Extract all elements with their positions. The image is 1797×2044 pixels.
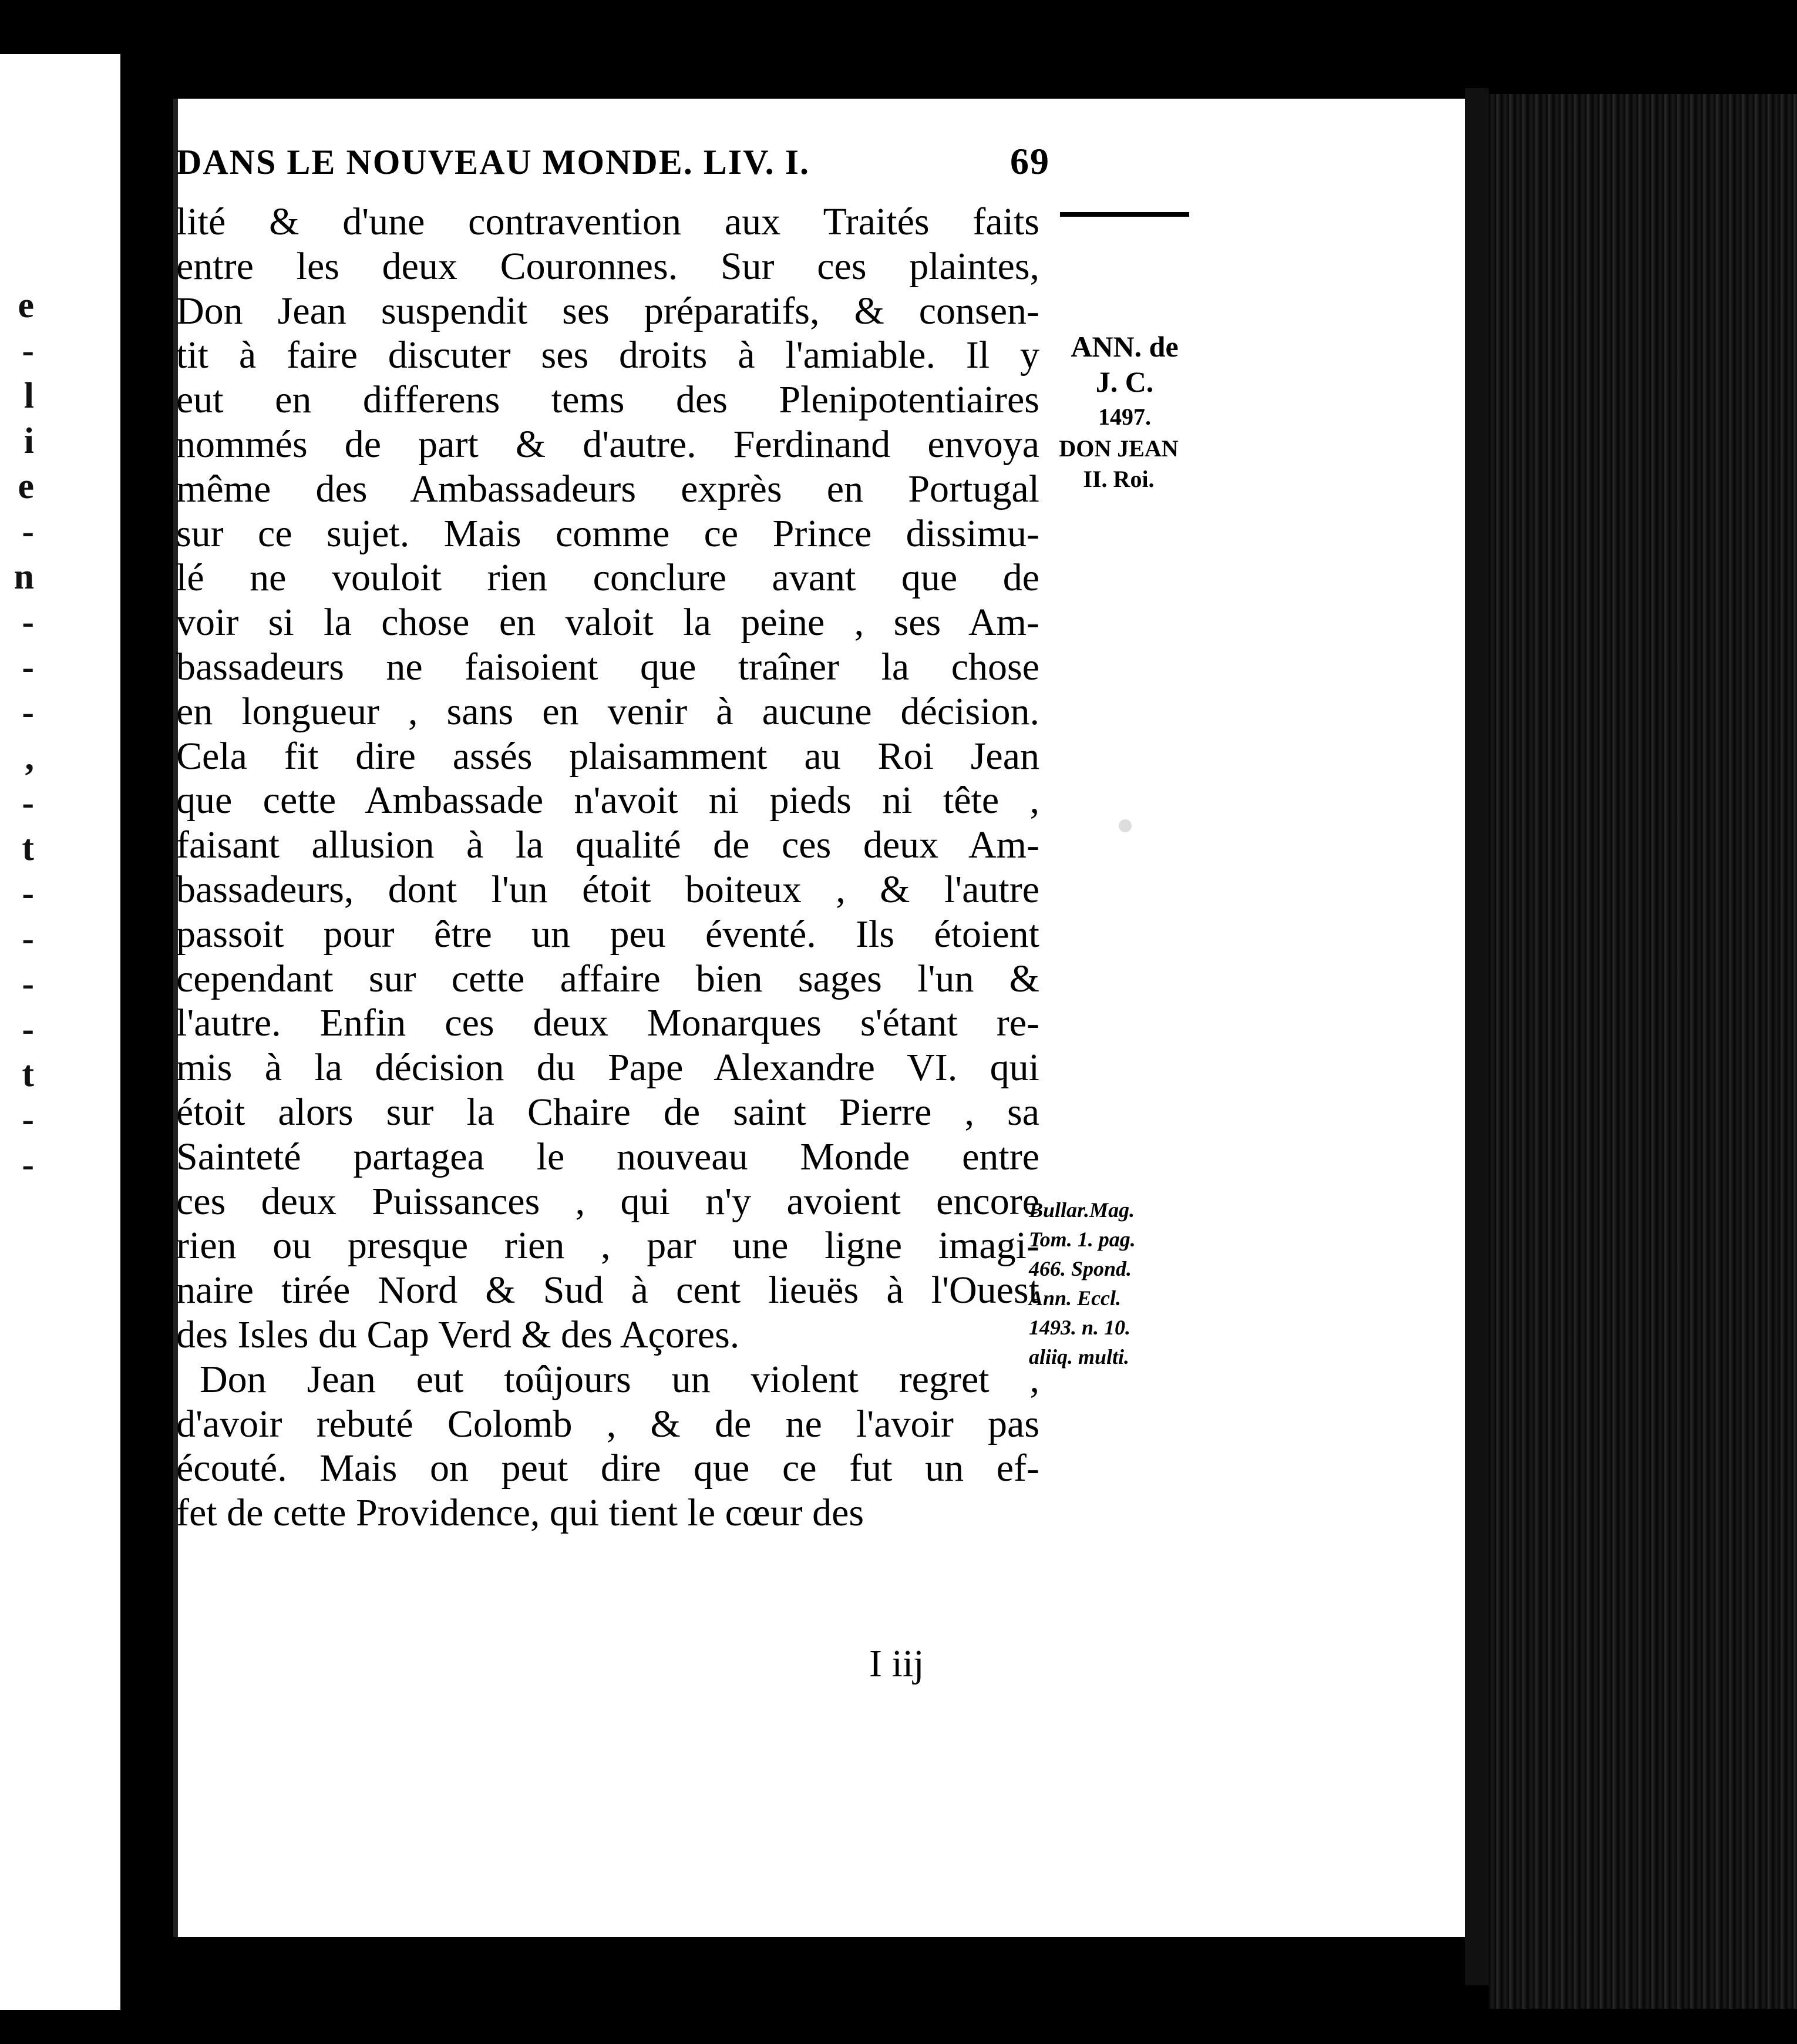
fragment-char: -	[22, 1100, 34, 1139]
margin-year-line: 1497.	[1098, 404, 1151, 430]
fragment-char: -	[22, 1145, 34, 1185]
text-line: écouté. Mais on peut dire que ce fut un ef-	[176, 1447, 1039, 1490]
margin-king-line: II. Roi.	[1083, 466, 1155, 492]
text-line: des Isles du Cap Verd & des Açores.	[176, 1313, 740, 1356]
running-header	[176, 142, 1057, 183]
margin-king-line: DON JEAN	[1059, 435, 1179, 462]
text-line: d'avoir rebuté Colomb , & de ne l'avoir pas	[176, 1402, 1039, 1445]
fragment-char: -	[22, 692, 34, 732]
fragment-char: n	[14, 557, 34, 597]
margin-note-year	[1051, 329, 1198, 435]
reference-line: Tom. 1. pag.	[1029, 1228, 1136, 1251]
text-line: ces deux Puissances , qui n'y avoient encore	[176, 1179, 1039, 1223]
fragment-char: l	[23, 376, 34, 416]
fragment-char: t	[22, 1054, 34, 1094]
page-edge-shadow	[1465, 88, 1489, 1985]
fragment-char: e	[18, 285, 34, 325]
margin-note-reference	[1029, 1195, 1182, 1371]
reference-line: 466. Spond.	[1029, 1257, 1132, 1280]
fragment-char: -	[22, 783, 34, 823]
text-line: Don Jean eut toûjours un violent regret ,	[200, 1357, 1039, 1401]
text-line: Don Jean suspendit ses préparatifs, & consen-	[176, 289, 1039, 332]
margin-year-line: ANN. de	[1071, 330, 1179, 363]
fragment-char: -	[22, 331, 34, 371]
text-line: voir si la chose en valoit la peine , ses Am-	[176, 601, 1039, 644]
fragment-char: -	[22, 873, 34, 913]
margin-year-line: J. C.	[1095, 365, 1154, 398]
margin-rule	[1060, 212, 1189, 217]
text-line: lé ne vouloit rien conclure avant que de	[176, 556, 1039, 600]
fragment-char: i	[23, 421, 34, 461]
text-line: Cela fit dire assés plaisamment au Roi Jean	[176, 734, 1039, 778]
text-line: l'autre. Enfin ces deux Monarques s'étant re-	[176, 1001, 1039, 1045]
facing-page-fragments	[0, 283, 35, 1188]
text-line: naire tirée Nord & Sud à cent lieuës à l'Ouest	[176, 1269, 1039, 1312]
text-line: rien ou presque rien , par une ligne imagi-	[176, 1224, 1039, 1268]
reference-line: aliiq. multi.	[1029, 1345, 1130, 1369]
fragment-char: ,	[25, 738, 34, 778]
fragment-char: -	[22, 1009, 34, 1049]
fragment-char: e	[18, 466, 34, 506]
fragment-char: -	[22, 602, 34, 642]
text-line: Sainteté partagea le nouveau Monde entre	[176, 1135, 1039, 1178]
text-line: tit à faire discuter ses droits à l'amiable. Il y	[176, 334, 1039, 377]
paper-stain	[1119, 819, 1132, 832]
text-line: sur ce sujet. Mais comme ce Prince dissimu-	[176, 512, 1039, 555]
text-line: faisant allusion à la qualité de ces deux Am-	[176, 823, 1039, 867]
text-line: eut en differens tems des Plenipotentiaires	[176, 378, 1039, 422]
text-line: nommés de part & d'autre. Ferdinand envoya	[176, 422, 1039, 466]
text-line: mis à la décision du Pape Alexandre VI. qui	[176, 1046, 1039, 1090]
text-line: que cette Ambassade n'avoit ni pieds ni tête ,	[176, 779, 1039, 822]
margin-note-king	[1045, 433, 1192, 495]
text-line: bassadeurs, dont l'un étoit boiteux , & l'autre	[176, 868, 1039, 911]
book-edge-right	[1489, 94, 1797, 2009]
text-line: entre les deux Couronnes. Sur ces plaintes,	[176, 244, 1039, 288]
reference-line: Bullar.Mag.	[1029, 1198, 1135, 1222]
fragment-char: t	[22, 828, 34, 868]
text-line: en longueur , sans en venir à aucune décision.	[176, 690, 1039, 733]
body-text	[176, 200, 1039, 1535]
fragment-char: -	[22, 964, 34, 1004]
text-line: passoit pour être un peu éventé. Ils étoient	[176, 912, 1039, 956]
text-line: lité & d'une contravention aux Traités faits	[176, 200, 1039, 243]
text-line: même des Ambassadeurs exprès en Portugal	[176, 467, 1039, 510]
fragment-char: -	[22, 512, 34, 552]
facing-page-edge	[0, 54, 124, 2010]
signature-mark: I iij	[869, 1642, 924, 1685]
fragment-char: -	[22, 647, 34, 687]
text-line: étoit alors sur la Chaire de saint Pierre , sa	[176, 1090, 1039, 1134]
text-line: cependant sur cette affaire bien sages l'un &	[176, 957, 1039, 1000]
reference-line: Ann. Eccl.	[1029, 1286, 1122, 1310]
page-number: 69	[1010, 140, 1050, 182]
text-line: fet de cette Providence, qui tient le cœur des	[176, 1491, 864, 1535]
reference-line: 1493. n. 10.	[1029, 1316, 1131, 1339]
fragment-char: -	[22, 919, 34, 959]
text-line: bassadeurs ne faisoient que traîner la chose	[176, 645, 1039, 688]
running-title: DANS LE NOUVEAU MONDE. LIV. I.	[176, 143, 810, 181]
